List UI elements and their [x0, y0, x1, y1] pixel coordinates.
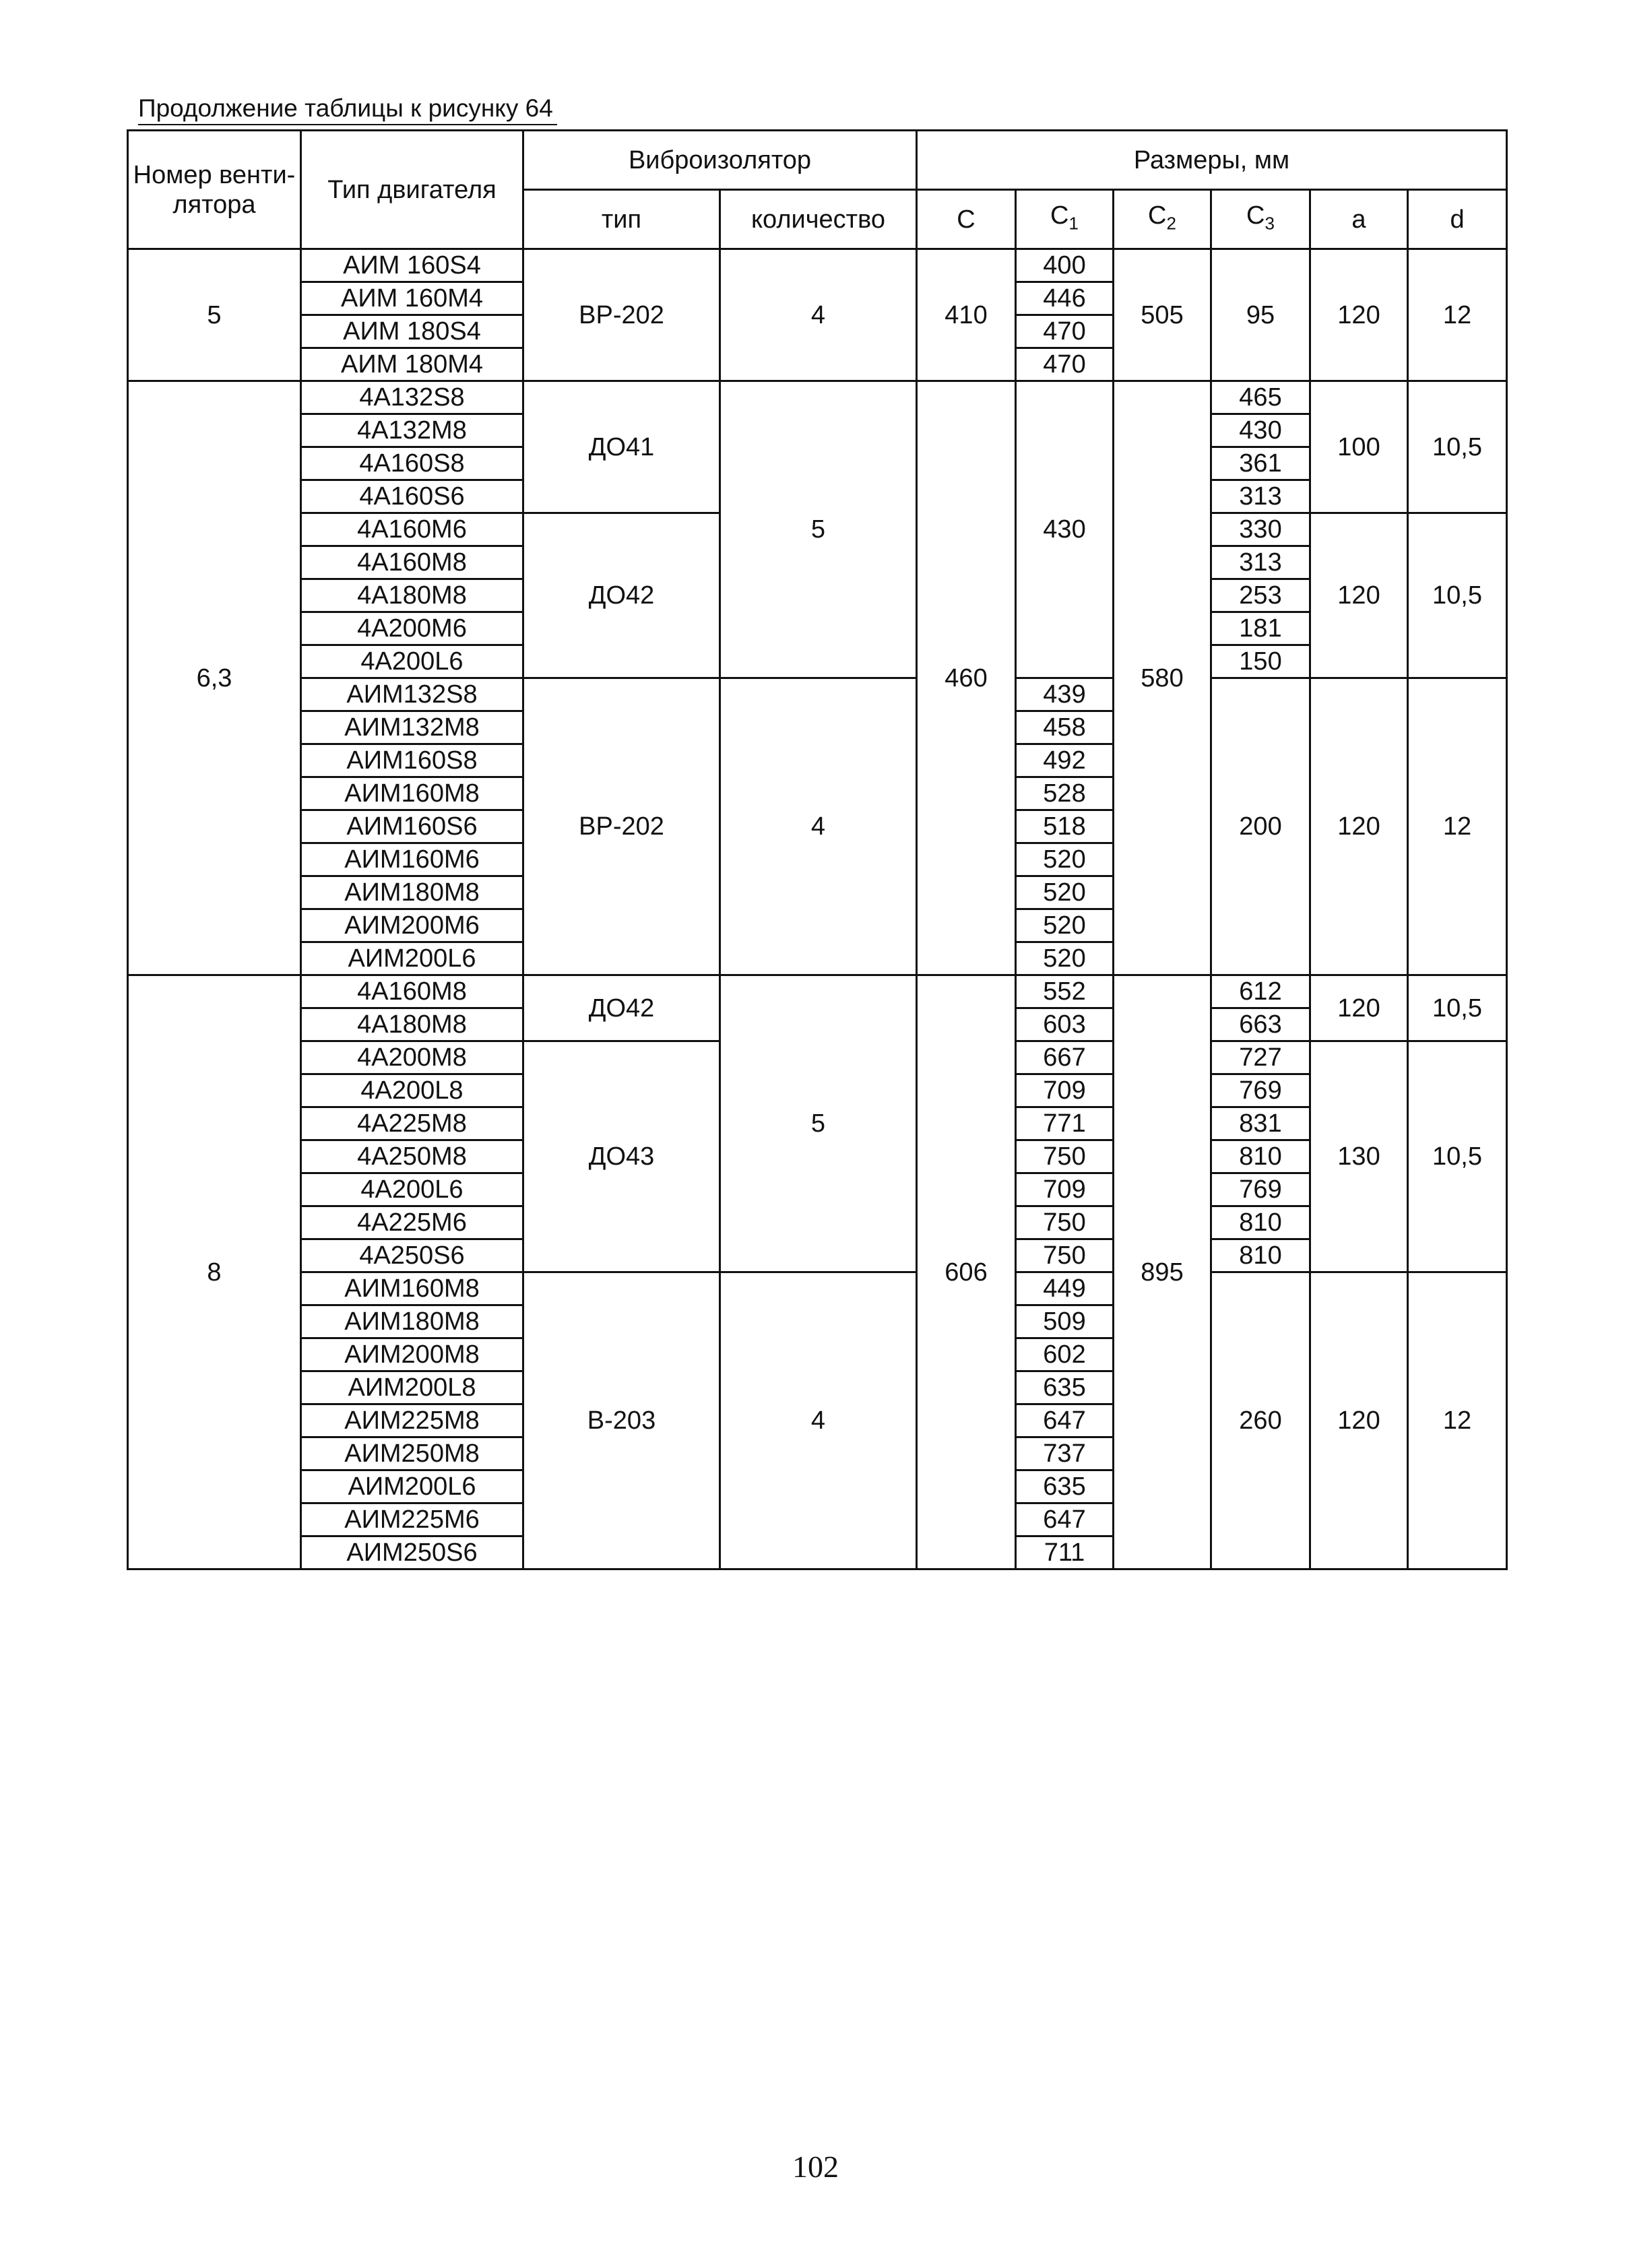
c3-cell: 313 — [1211, 546, 1310, 579]
c2-cell: 505 — [1114, 249, 1211, 381]
header-c1-sub: 1 — [1068, 213, 1079, 234]
header-c3-sub: 3 — [1265, 213, 1275, 234]
c1-cell: 750 — [1016, 1206, 1114, 1239]
isolator-quantity-cell: 4 — [720, 678, 917, 975]
c-cell: 606 — [917, 975, 1016, 1569]
engine-type-cell: 4А200L6 — [301, 645, 523, 678]
table-row — [128, 381, 1507, 414]
isolator-quantity-cell: 5 — [720, 975, 917, 1272]
isolator-quantity-cell: 5 — [720, 381, 917, 678]
engine-type-cell: АИМ200М6 — [301, 909, 523, 942]
d-cell: 12 — [1408, 1272, 1507, 1569]
c3-cell: 200 — [1211, 678, 1310, 975]
c3-cell: 769 — [1211, 1173, 1310, 1206]
engine-type-cell: АИМ160М8 — [301, 1272, 523, 1305]
c1-cell: 449 — [1016, 1272, 1114, 1305]
isolator-type-cell: ДО42 — [523, 975, 720, 1041]
header-c3-base: С — [1246, 201, 1265, 230]
header-isolator-quantity: количество — [720, 190, 917, 249]
c1-cell: 709 — [1016, 1173, 1114, 1206]
d-cell: 10,5 — [1408, 513, 1507, 678]
c1-cell: 439 — [1016, 678, 1114, 711]
c3-cell: 612 — [1211, 975, 1310, 1008]
c1-cell: 492 — [1016, 744, 1114, 777]
table-header — [128, 131, 1507, 249]
c1-cell: 458 — [1016, 711, 1114, 744]
a-cell: 120 — [1310, 513, 1408, 678]
c1-cell: 520 — [1016, 909, 1114, 942]
engine-type-cell: АИМ200L6 — [301, 942, 523, 975]
c3-cell: 769 — [1211, 1074, 1310, 1107]
engine-type-cell: 4А225М6 — [301, 1206, 523, 1239]
c1-cell: 709 — [1016, 1074, 1114, 1107]
c3-cell: 361 — [1211, 447, 1310, 480]
d-cell: 12 — [1408, 249, 1507, 381]
c1-cell: 771 — [1016, 1107, 1114, 1140]
c1-cell: 635 — [1016, 1470, 1114, 1503]
c1-cell: 737 — [1016, 1437, 1114, 1470]
fan-number-cell: 6,3 — [128, 381, 301, 975]
isolator-type-cell: ВР-202 — [523, 249, 720, 381]
c3-cell: 727 — [1211, 1041, 1310, 1074]
engine-type-cell: 4А180М8 — [301, 1008, 523, 1041]
engine-type-cell: 4А160М6 — [301, 513, 523, 546]
a-cell: 120 — [1310, 249, 1408, 381]
engine-type-cell: АИМ250S6 — [301, 1536, 523, 1569]
table-caption: Продолжение таблицы к рисунку 64 — [138, 93, 557, 125]
c2-cell: 580 — [1114, 381, 1211, 975]
c3-cell: 181 — [1211, 612, 1310, 645]
c1-cell: 602 — [1016, 1338, 1114, 1371]
c1-cell: 430 — [1016, 381, 1114, 678]
table-body — [128, 249, 1507, 1569]
isolator-type-cell: ДО42 — [523, 513, 720, 678]
d-cell: 10,5 — [1408, 975, 1507, 1041]
engine-type-cell: АИМ 180М4 — [301, 348, 523, 381]
c3-cell: 810 — [1211, 1206, 1310, 1239]
d-cell: 10,5 — [1408, 1041, 1507, 1272]
engine-type-cell: АИМ200L6 — [301, 1470, 523, 1503]
c3-cell: 260 — [1211, 1272, 1310, 1569]
engine-type-cell: АИМ160S8 — [301, 744, 523, 777]
engine-type-cell: АИМ 160S4 — [301, 249, 523, 282]
a-cell: 120 — [1310, 678, 1408, 975]
engine-type-cell: АИМ132S8 — [301, 678, 523, 711]
engine-type-cell: 4А225М8 — [301, 1107, 523, 1140]
a-cell: 100 — [1310, 381, 1408, 513]
header-c3 — [1211, 190, 1310, 249]
c1-cell: 518 — [1016, 810, 1114, 843]
header-c1 — [1016, 190, 1114, 249]
c1-cell: 446 — [1016, 282, 1114, 315]
c3-cell: 253 — [1211, 579, 1310, 612]
table-row — [128, 975, 1507, 1008]
engine-type-cell: АИМ200L8 — [301, 1371, 523, 1404]
c2-cell: 895 — [1114, 975, 1211, 1569]
c3-cell: 95 — [1211, 249, 1310, 381]
header-engine-type: Тип двигателя — [301, 131, 523, 249]
c1-cell: 509 — [1016, 1305, 1114, 1338]
c3-cell: 313 — [1211, 480, 1310, 513]
engine-type-cell: 4А200М6 — [301, 612, 523, 645]
engine-type-cell: АИМ160М6 — [301, 843, 523, 876]
engine-type-cell: АИМ180М8 — [301, 1305, 523, 1338]
engine-type-cell: 4А200L6 — [301, 1173, 523, 1206]
c1-cell: 667 — [1016, 1041, 1114, 1074]
engine-type-cell: 4А200L8 — [301, 1074, 523, 1107]
header-c1-base: С — [1050, 201, 1069, 230]
engine-type-cell: АИМ200М8 — [301, 1338, 523, 1371]
dimensions-table — [127, 129, 1508, 1570]
header-dimensions: Размеры, мм — [917, 131, 1507, 190]
c3-cell: 663 — [1211, 1008, 1310, 1041]
engine-type-cell: 4А250S6 — [301, 1239, 523, 1272]
c3-cell: 465 — [1211, 381, 1310, 414]
engine-type-cell: АИМ132М8 — [301, 711, 523, 744]
isolator-type-cell: ВР-202 — [523, 678, 720, 975]
c1-cell: 647 — [1016, 1503, 1114, 1536]
c3-cell: 430 — [1211, 414, 1310, 447]
engine-type-cell: 4А160М8 — [301, 975, 523, 1008]
c1-cell: 750 — [1016, 1140, 1114, 1173]
page-number: 102 — [792, 2149, 839, 2184]
c3-cell: 831 — [1211, 1107, 1310, 1140]
d-cell: 10,5 — [1408, 381, 1507, 513]
isolator-quantity-cell: 4 — [720, 1272, 917, 1569]
c1-cell: 528 — [1016, 777, 1114, 810]
engine-type-cell: АИМ225М6 — [301, 1503, 523, 1536]
c1-cell: 520 — [1016, 843, 1114, 876]
header-c2-sub: 2 — [1166, 213, 1176, 234]
c1-cell: 552 — [1016, 975, 1114, 1008]
c1-cell: 520 — [1016, 942, 1114, 975]
fan-number-cell: 8 — [128, 975, 301, 1569]
engine-type-cell: АИМ160S6 — [301, 810, 523, 843]
table-row — [128, 678, 1507, 711]
c3-cell: 330 — [1211, 513, 1310, 546]
c1-cell: 520 — [1016, 876, 1114, 909]
engine-type-cell: АИМ160М8 — [301, 777, 523, 810]
engine-type-cell: 4А160М8 — [301, 546, 523, 579]
c1-cell: 750 — [1016, 1239, 1114, 1272]
header-c2-base: С — [1148, 201, 1167, 230]
isolator-quantity-cell: 4 — [720, 249, 917, 381]
isolator-type-cell: В-203 — [523, 1272, 720, 1569]
header-isolator-type: тип — [523, 190, 720, 249]
engine-type-cell: АИМ 160М4 — [301, 282, 523, 315]
c1-cell: 647 — [1016, 1404, 1114, 1437]
engine-type-cell: АИМ 180S4 — [301, 315, 523, 348]
header-c2 — [1114, 190, 1211, 249]
table-row — [128, 249, 1507, 282]
fan-number-cell: 5 — [128, 249, 301, 381]
a-cell: 120 — [1310, 975, 1408, 1041]
header-c: С — [917, 190, 1016, 249]
header-d: d — [1408, 190, 1507, 249]
c-cell: 410 — [917, 249, 1016, 381]
c1-cell: 603 — [1016, 1008, 1114, 1041]
c1-cell: 470 — [1016, 315, 1114, 348]
c-cell: 460 — [917, 381, 1016, 975]
engine-type-cell: АИМ225М8 — [301, 1404, 523, 1437]
c1-cell: 711 — [1016, 1536, 1114, 1569]
engine-type-cell: 4А250М8 — [301, 1140, 523, 1173]
engine-type-cell: 4А160S8 — [301, 447, 523, 480]
header-fan-number: Номер венти-лятора — [128, 131, 301, 249]
c1-cell: 470 — [1016, 348, 1114, 381]
engine-type-cell: АИМ250М8 — [301, 1437, 523, 1470]
a-cell: 120 — [1310, 1272, 1408, 1569]
a-cell: 130 — [1310, 1041, 1408, 1272]
d-cell: 12 — [1408, 678, 1507, 975]
engine-type-cell: 4А180М8 — [301, 579, 523, 612]
header-a: a — [1310, 190, 1408, 249]
c1-cell: 400 — [1016, 249, 1114, 282]
header-vibration-isolator: Виброизолятор — [523, 131, 917, 190]
isolator-type-cell: ДО41 — [523, 381, 720, 513]
engine-type-cell: 4А132М8 — [301, 414, 523, 447]
engine-type-cell: 4А160S6 — [301, 480, 523, 513]
c3-cell: 150 — [1211, 645, 1310, 678]
c3-cell: 810 — [1211, 1140, 1310, 1173]
engine-type-cell: 4А132S8 — [301, 381, 523, 414]
table-row — [128, 1272, 1507, 1305]
c3-cell: 810 — [1211, 1239, 1310, 1272]
engine-type-cell: 4А200М8 — [301, 1041, 523, 1074]
c1-cell: 635 — [1016, 1371, 1114, 1404]
isolator-type-cell: ДО43 — [523, 1041, 720, 1272]
engine-type-cell: АИМ180М8 — [301, 876, 523, 909]
